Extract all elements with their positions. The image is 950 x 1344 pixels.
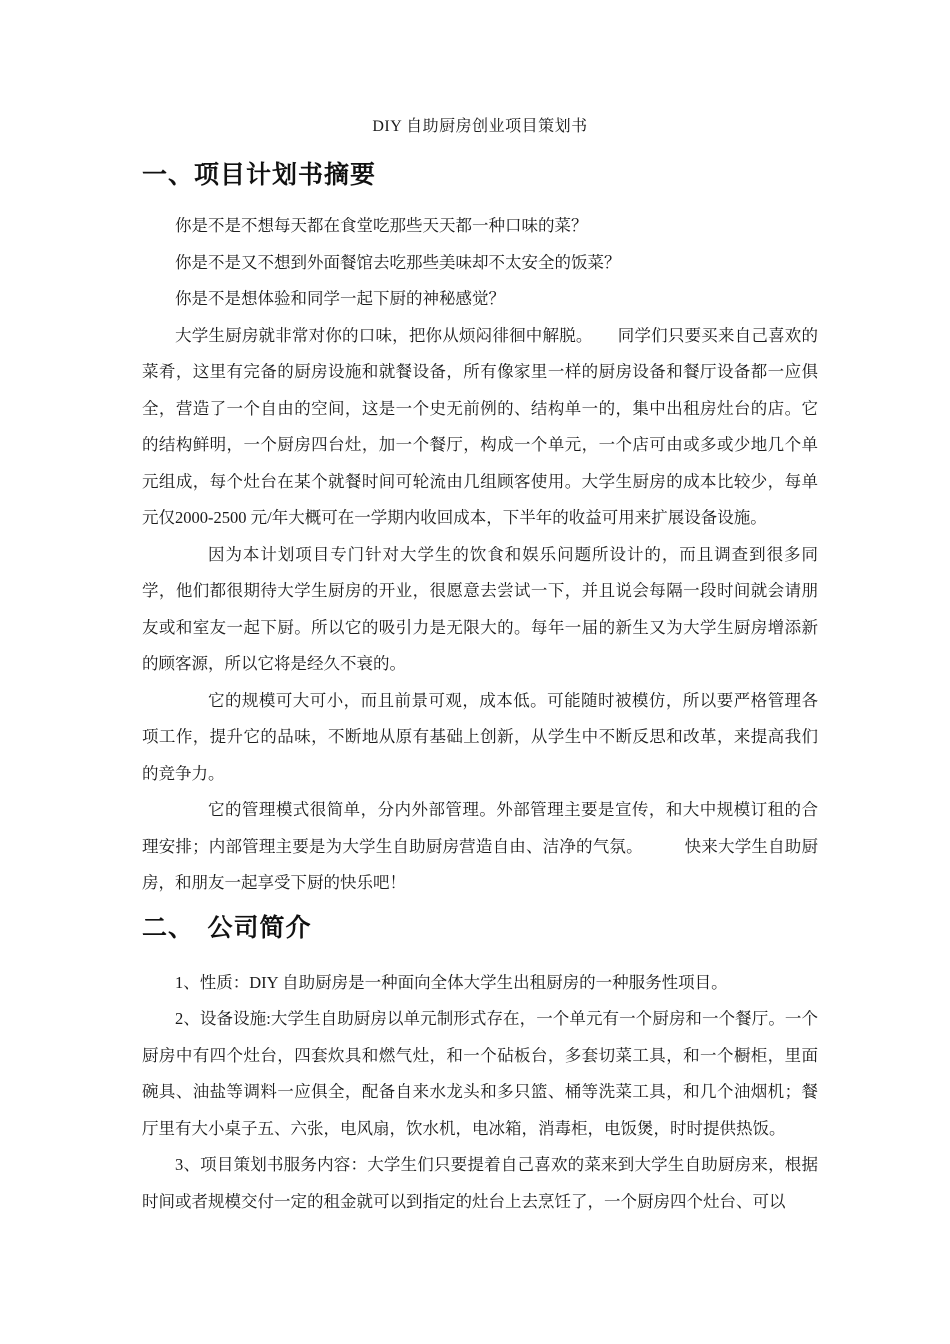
- summary-paragraph-3: 它的规模可大可小，而且前景可观，成本低。可能随时被模仿，所以要严格管理各项工作，提升它的品味，不断地从原有基础上创新，从学生中不断反思和改革，来提高我们的竞争力。: [142, 690, 818, 783]
- summary-paragraph-2: 因为本计划项目专门针对大学生的饮食和娱乐问题所设计的，而且调查到很多同学，他们都很期待大学生厨房的开业，很愿意去尝试一下，并且说会每隔一段时间就会请朋友或和室友一起下厨。所以它的吸引力是无限大的。每年一届的新生又为大学生厨房增添新的顾客源，所以它将是经久不衰的。: [142, 544, 818, 673]
- document-content: [0, 109, 950, 1220]
- section-1-heading: 一、项目计划书摘要: [142, 161, 377, 189]
- question-line-2: 你是不是又不想到外面餐馆去吃那些美味却不太安全的饭菜？: [175, 252, 621, 272]
- company-item-2-facilities: 2、设备设施:大学生自助厨房以单元制形式存在，一个单元有一个厨房和一个餐厅。一个厨房中有四个灶台，四套炊具和燃气灶，和一个砧板台，多套切菜工具，和一个橱柜，里面碗具、油盐等调料一应俱全，配备自来水龙头和多只篮、桶等洗菜工具，和几个油烟机；餐厅里有大小桌子五、六张，电风扇，饮水机，电冰箱，消毒柜，电饭煲，时时提供热饭。: [142, 1009, 818, 1138]
- summary-paragraph-4: 它的管理模式很简单，分内外部管理。外部管理主要是宣传，和大中规模订租的合理安排；内部管理主要是为大学生自助厨房营造自由、洁净的气氛。 快来大学生自助厨房，和朋友一起享受下厨的快乐吧！: [142, 800, 818, 892]
- summary-paragraph-1: 大学生厨房就非常对你的口味，把你从烦闷徘徊中解脱。 同学们只要买来自己喜欢的菜肴，这里有完备的厨房设施和就餐设备，所有像家里一样的厨房设备和餐厅设备都一应俱全，营造了一个自由的空间，这是一个史无前例的、结构单一的，集中出租房灶台的店。它的结构鲜明，一个厨房四台灶，加一个餐厅，构成一个单元，一个店可由或多或少地几个单元组成，每个灶台在某个就餐时间可轮流由几组顾客使用。大学生厨房的成本比较少，每单元仅2000-2500 元/年大概可在一学期内收回成本，下半年的收益可用来扩展设备设施。: [142, 325, 818, 527]
- question-line-1: 你是不是不想每天都在食堂吃那些天天都一种口味的菜？: [175, 216, 588, 235]
- company-item-3-services: 3、项目策划书服务内容：大学生们只要提着自己喜欢的菜来到大学生自助厨房来，根据时间或者规模交付一定的租金就可以到指定的灶台上去烹饪了，一个厨房四个灶台、可以: [142, 1155, 818, 1211]
- question-line-3: 你是不是想体验和同学一起下厨的神秘感觉？: [175, 289, 505, 308]
- section-2-heading: 二、 公司简介: [142, 913, 312, 942]
- document-title: DIY 自助厨房创业项目策划书: [372, 118, 588, 135]
- company-item-1-nature: 1、性质：DIY 自助厨房是一种面向全体大学生出租厨房的一种服务性项目。: [175, 972, 728, 992]
